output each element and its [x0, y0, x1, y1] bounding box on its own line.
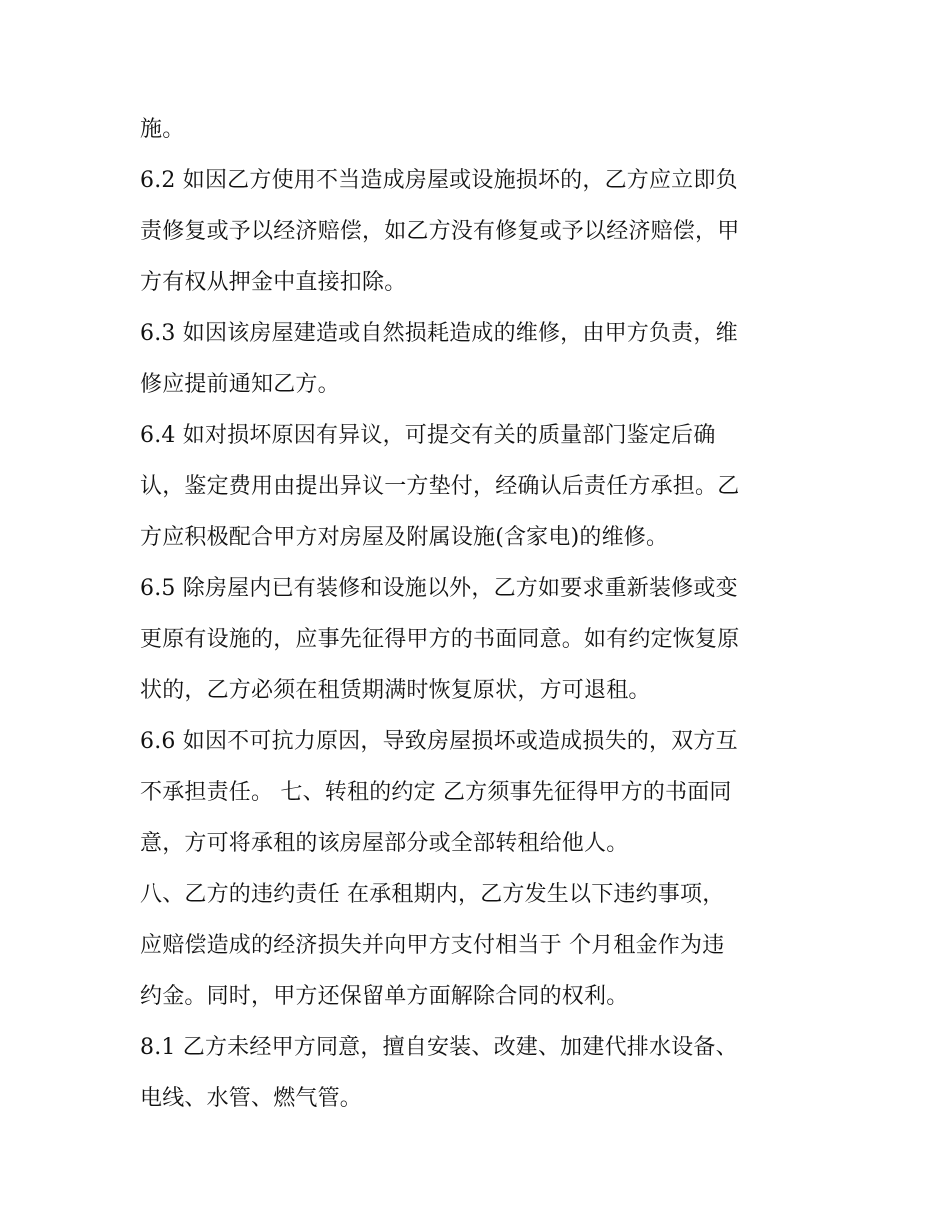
text-line: 方有权从押金中直接扣除。 [140, 270, 407, 295]
contract-text-body [140, 104, 830, 1124]
text-line: 八、乙方的违约责任 在承租期内，乙方发生以下违约事项， [140, 882, 725, 907]
text-line: 电线、水管、燃气管。 [140, 1086, 363, 1111]
text-line: 施。 [140, 117, 185, 142]
text-line: 方应积极配合甲方对房屋及附属设施(含家电)的维修。 [140, 525, 669, 550]
text-line: 应赔偿造成的经济损失并向甲方支付相当于 个月租金作为违 [140, 933, 725, 958]
text-line: 状的，乙方必须在租赁期满时恢复原状，方可退租。 [140, 678, 651, 703]
text-line: 6.5 除房屋内已有装修和设施以外，乙方如要求重新装修或变 [140, 576, 738, 601]
text-line: 意，方可将承租的该房屋部分或全部转租给他人。 [140, 831, 629, 856]
text-line: 6.6 如因不可抗力原因，导致房屋损坏或造成损失的，双方互 [140, 729, 738, 754]
text-line: 更原有设施的，应事先征得甲方的书面同意。如有约定恢复原 [140, 627, 740, 652]
text-line: 责修复或予以经济赔偿，如乙方没有修复或予以经济赔偿，甲 [140, 219, 740, 244]
text-line: 约金。同时，甲方还保留单方面解除合同的权利。 [140, 984, 629, 1009]
text-line: 6.2 如因乙方使用不当造成房屋或设施损坏的，乙方应立即负 [140, 168, 738, 193]
text-line: 认，鉴定费用由提出异议一方垫付，经确认后责任方承担。乙 [140, 474, 740, 499]
text-line: 修应提前通知乙方。 [140, 372, 340, 397]
text-line: 6.4 如对损坏原因有异议，可提交有关的质量部门鉴定后确 [140, 423, 716, 448]
text-line: 不承担责任。 七、转租的约定 乙方须事先征得甲方的书面同 [140, 780, 732, 805]
text-line: 6.3 如因该房屋建造或自然损耗造成的维修，由甲方负责，维 [140, 321, 738, 346]
text-line: 8.1 乙方未经甲方同意，擅自安装、改建、加建代排水设备、 [140, 1035, 738, 1060]
